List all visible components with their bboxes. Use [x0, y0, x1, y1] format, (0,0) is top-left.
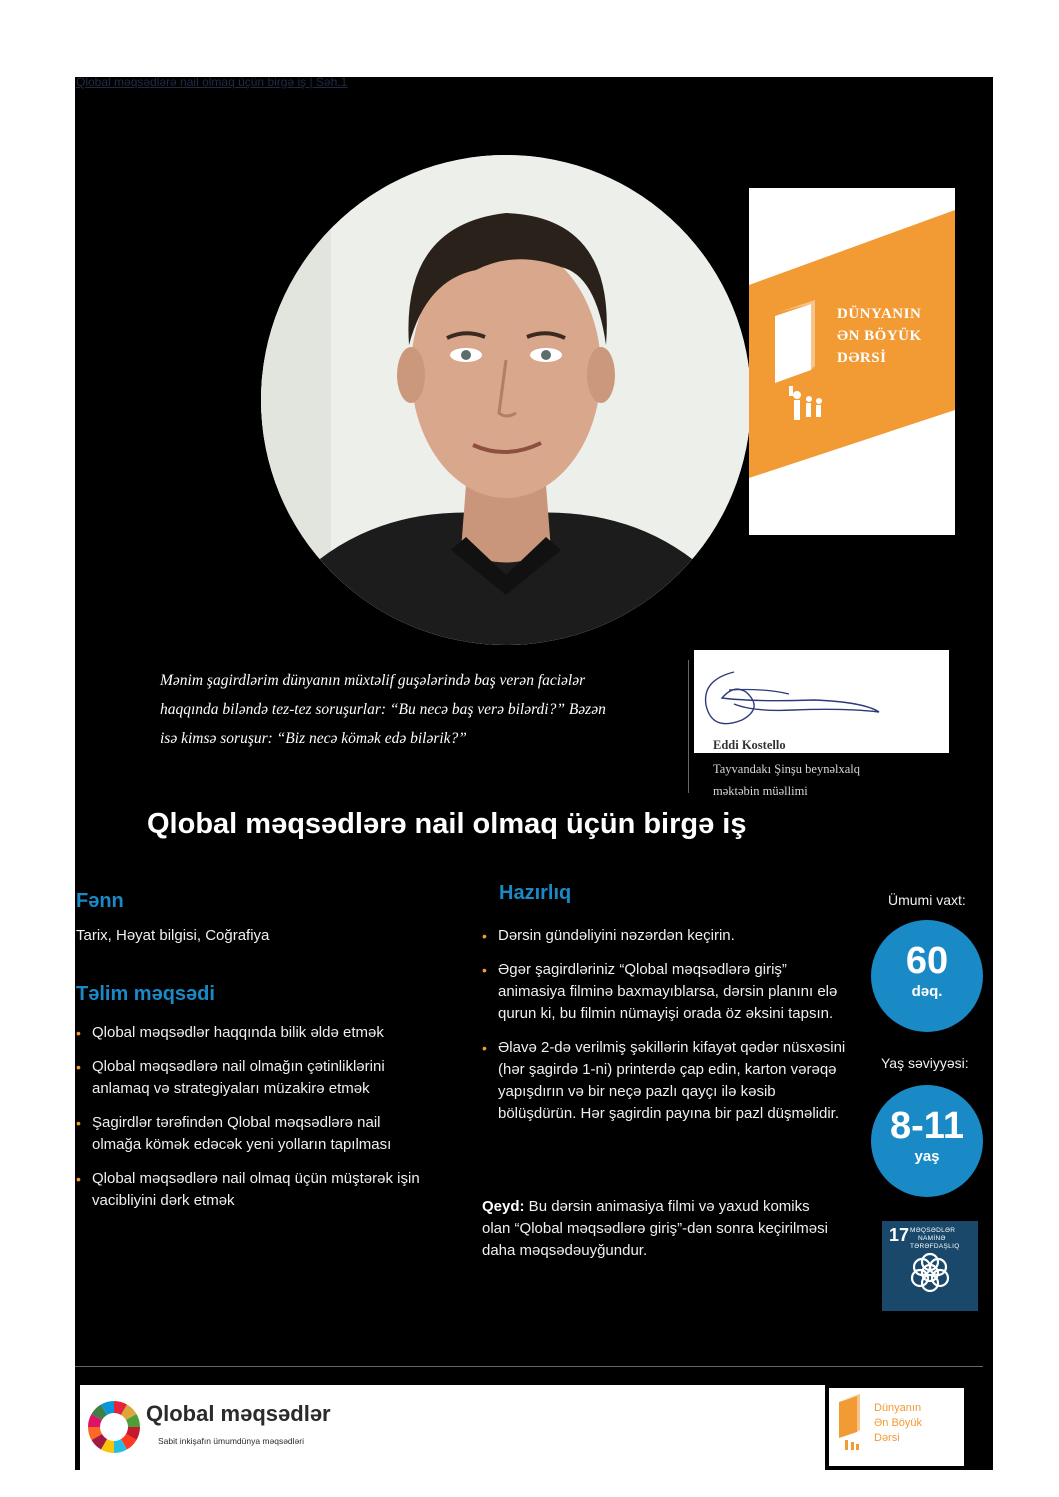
logo-line-3: DƏRSİ — [837, 350, 887, 366]
brand-subtitle: Sabit inkişafın ümumdünya məqsədləri — [158, 1436, 304, 1446]
author-role — [713, 758, 860, 802]
footer-logo-line-1: Dünyanın — [874, 1402, 922, 1414]
footer-logo-text — [874, 1401, 922, 1446]
logo-line-2: ƏN BÖYÜK — [837, 328, 922, 344]
sdg-title-line-3: TƏRƏFDAŞLIQ — [910, 1243, 960, 1250]
list-item: • Qlobal məqsədlərə nail olmağın çətinliklərini anlamaq və strategiyaları müzakirə etmək — [76, 1058, 385, 1097]
goals-list — [76, 1022, 426, 1224]
note-label: Qeyd: — [482, 1198, 525, 1215]
list-item: • Qlobal məqsədlərə nail olmaq üçün müştərək işin vacibliyini dərk etmək — [76, 1170, 420, 1209]
prep-text: Dərsin gündəliyini nəzərdən keçirin. — [498, 927, 735, 944]
total-time-unit: dəq. — [911, 983, 943, 1000]
age-level-unit: yaş — [914, 1148, 940, 1165]
list-item: • Əlavə 2-də verilmiş şəkillərin kifayət qədər nüsxəsini (hər şagirdə 1-ni) printerdə çap edin, karton vərəqə yapışdırın və bir neçə pazlı qayçı ilə kəsib bölüşdürün. Hər şagirdin payına bir pazl düşməlidir. — [482, 1039, 846, 1122]
list-item: • Qlobal məqsədlər haqqında bilik əldə etmək — [76, 1024, 384, 1041]
footer-divider — [75, 1366, 983, 1367]
total-time-badge — [871, 920, 983, 1032]
page-header-link[interactable]: Qlobal məqsədlərə nail olmaq üçün birgə iş | Səh.1 — [76, 75, 348, 89]
global-goals-logo — [80, 1385, 825, 1470]
worlds-largest-lesson-footer-logo — [829, 1388, 964, 1466]
prep-text: Əgər şagirdləriniz “Qlobal məqsədlərə giriş” animasiya filminə baxmayıblarsa, dərsin planını elə qurun ki, bu filmin nümayişi orada öz əksini tapsın. — [498, 961, 838, 1022]
author-role-line-2: məktəbin müəllimi — [713, 784, 808, 798]
goal-text: Qlobal məqsədlərə nail olmağın çətinliklərini anlamaq və strategiyaları müzakirə etmək — [92, 1058, 385, 1097]
subject-heading: Fənn — [76, 890, 124, 912]
teacher-portrait — [261, 155, 751, 645]
goal-text: Şagirdlər tərəfindən Qlobal məqsədlərə nail olmağa kömək edəcək yeni yolların tapılması — [92, 1114, 392, 1153]
prep-note — [482, 1196, 842, 1262]
goal-text: Qlobal məqsədlərə nail olmaq üçün müştərək işin vacibliyini dərk etmək — [92, 1170, 420, 1209]
logo-line-1: DÜNYANIN — [837, 306, 922, 322]
signature-box — [694, 650, 949, 753]
age-level-value: 8-11 — [890, 1105, 964, 1147]
logo-text — [837, 303, 922, 369]
author-role-line-1: Tayvandakı Şinşu beynəlxalq — [713, 762, 861, 776]
sdg-title-line-2: NAMİNƏ — [918, 1235, 946, 1242]
sdg-title-line-1: MƏQSƏDLƏR — [910, 1227, 956, 1234]
total-time-label: Ümumi vaxt: — [888, 892, 966, 908]
goal-text: Qlobal məqsədlər haqqında bilik əldə etmək — [92, 1024, 384, 1041]
partnership-icon — [882, 1221, 978, 1311]
worlds-largest-lesson-logo — [749, 188, 955, 535]
list-item: • Dərsin gündəliyini nəzərdən keçirin. — [482, 927, 735, 944]
brand-name: Qlobal məqsədlər — [146, 1401, 331, 1426]
goals-heading: Təlim məqsədi — [76, 983, 215, 1005]
footer-logo-line-2: Ən Böyük — [874, 1417, 923, 1429]
signature-divider — [688, 660, 689, 793]
teacher-quote: Mənim şagirdlərim dünyanın müxtəlif guşələrində baş verən faciələr haqqında biləndə tez-tez soruşurlar: “Bu necə baş verə bilərdi?” Bəzən isə kimsə soruşur: “Biz necə kömək edə bilərik?” — [160, 672, 606, 747]
sdg-number: 17 — [889, 1225, 910, 1245]
age-level-badge — [871, 1085, 983, 1197]
list-item: • Əgər şagirdləriniz “Qlobal məqsədlərə giriş” animasiya filminə baxmayıblarsa, dərsin planını elə qurun ki, bu filmin nümayişi orada öz əksini tapsın. — [482, 961, 838, 1022]
lesson-title: Qlobal məqsədlərə nail olmaq üçün birgə iş — [147, 808, 747, 840]
prep-list — [482, 925, 852, 1137]
author-name: Eddi Kostello — [713, 738, 786, 752]
subject-text: Tarix, Həyat bilgisi, Coğrafiya — [76, 927, 270, 944]
list-item: • Şagirdlər tərəfindən Qlobal məqsədlərə nail olmağa kömək edəcək yeni yolların tapılması — [76, 1114, 392, 1153]
age-level-label: Yaş səviyyəsi: — [881, 1055, 969, 1071]
prep-text: Əlavə 2-də verilmiş şəkillərin kifayət qədər nüsxəsini (hər şagirdə 1-ni) printerdə çap edin, karton vərəqə yapışdırın və bir neçə pazlı qayçı ilə kəsib bölüşdürün. Hər şagirdin payına bir pazl düşməlidir. — [498, 1039, 846, 1122]
total-time-value: 60 — [905, 940, 949, 982]
sdg-wheel-icon — [86, 1399, 142, 1455]
note-text: Bu dərsin animasiya filmi və yaxud komiks olan “Qlobal məqsədlərə giriş”-dən sonra keçirilməsi daha məqsədəuyğundur. — [482, 1198, 828, 1259]
prep-heading: Hazırlıq — [499, 882, 572, 904]
book-icon — [835, 1394, 875, 1454]
footer-logo-line-3: Dərsi — [874, 1432, 900, 1444]
sdg-17-badge — [882, 1221, 978, 1311]
